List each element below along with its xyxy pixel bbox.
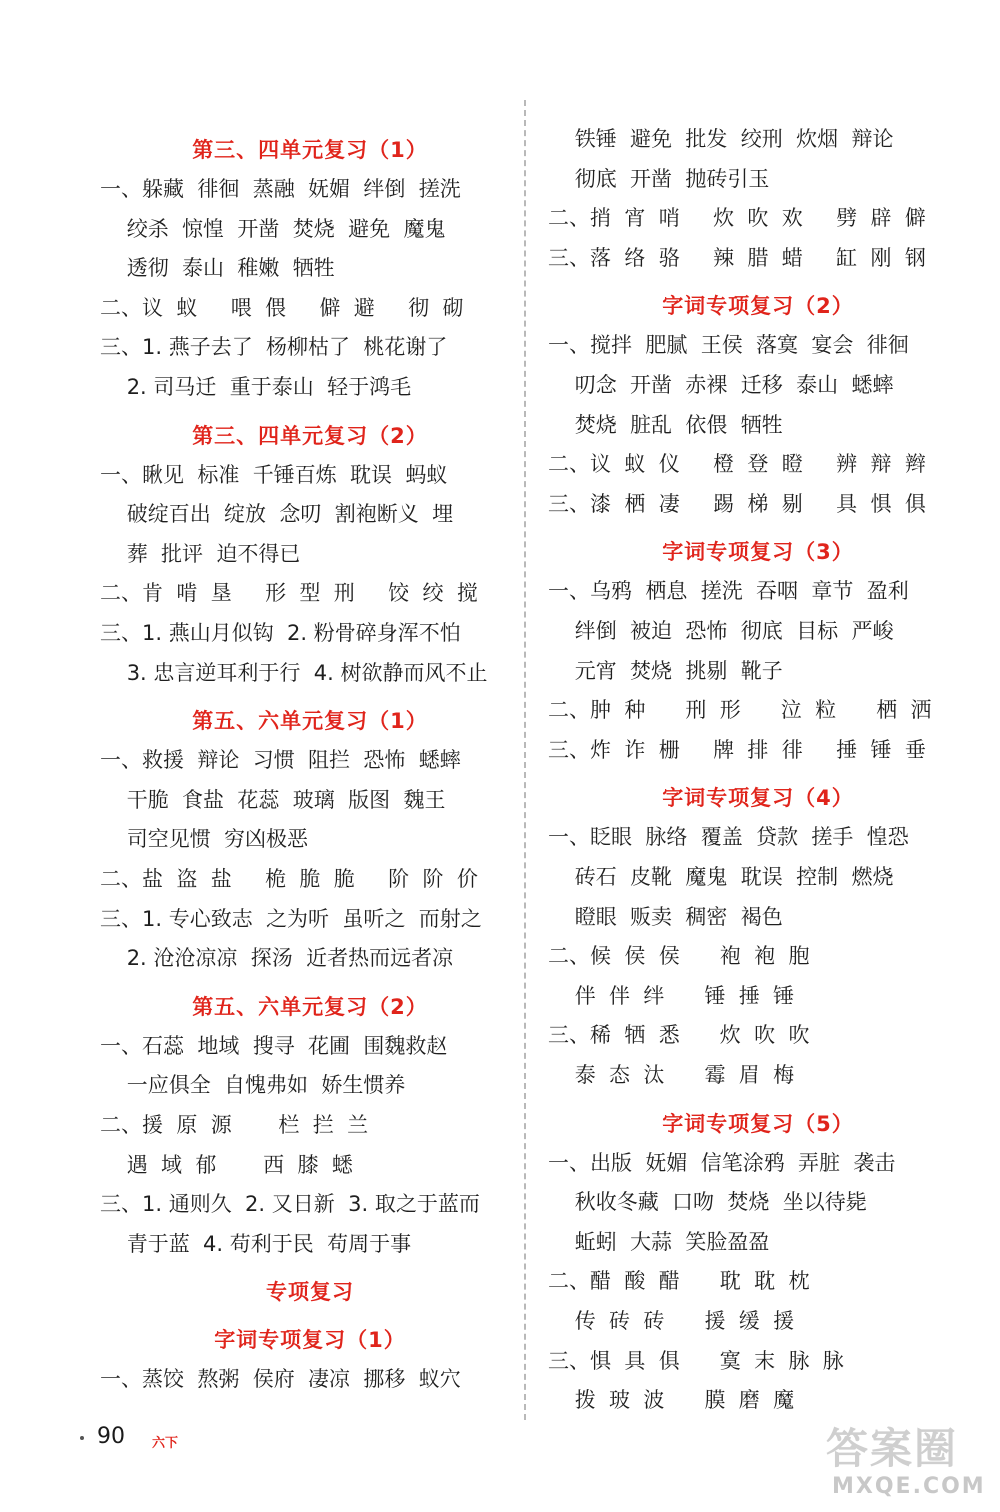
section-heading: 字词专项复习（2） — [662, 294, 854, 319]
answer-line: 二、候 侯 侯 袍 袍 胞 — [548, 944, 810, 969]
answer-line: 三、惧 具 俱 寞 末 脉 脉 — [548, 1348, 844, 1373]
watermark-logo — [818, 1416, 994, 1506]
answer-line: 一、救援 辩论 习惯 阻拦 恐怖 蟋蟀 — [100, 748, 461, 773]
answer-line: 蚯蚓 大蒜 笑脸盈盈 — [548, 1229, 770, 1254]
answer-line: 干脆 食盐 花蕊 玻璃 版图 魏王 — [100, 787, 446, 812]
answer-line: 一、眨眼 脉络 覆盖 贷款 搓手 惶恐 — [548, 825, 909, 850]
answer-line: 一、蒸饺 熬粥 侯府 凄凉 挪移 蚁穴 — [100, 1367, 461, 1392]
section-heading: 第三、四单元复习（1） — [192, 138, 428, 162]
grade-label: 六下 — [152, 1436, 179, 1451]
answer-line: 元宵 焚烧 挑剔 靴子 — [548, 658, 783, 683]
section-heading: 第五、六单元复习（1） — [192, 709, 428, 734]
answer-line: 一、躲藏 徘徊 蒸融 妩媚 绊倒 搓洗 — [100, 177, 461, 201]
answer-line: 三、落 络 骆 辣 腊 蜡 缸 刚 钢 — [548, 245, 926, 270]
answer-line: 二、捎 宵 哨 炊 吹 欢 劈 辟 僻 — [548, 206, 926, 231]
answer-line: 一、瞅见 标准 千锤百炼 耽误 蚂蚁 — [100, 462, 448, 487]
answer-line: 焚烧 脏乱 依偎 牺牲 — [548, 412, 783, 437]
answer-line: 二、议 蚁 仪 橙 登 瞪 辨 辩 辫 — [548, 452, 926, 477]
answer-line: 三、1. 专心致志 之为听 虽听之 而射之 — [100, 906, 482, 931]
answer-line: 二、肿 种 刑 形 泣 粒 栖 洒 — [548, 698, 932, 723]
answer-line: 彻底 开凿 抛砖引玉 — [548, 166, 770, 191]
answer-line: 绊倒 被迫 恐怖 彻底 目标 严峻 — [548, 619, 894, 643]
answer-line: 青于蓝 4. 苟利于民 苟周于事 — [100, 1231, 412, 1256]
answer-line: 二、醋 酸 醋 耽 耽 枕 — [548, 1269, 810, 1294]
answer-line: 一、乌鸦 栖息 搓洗 吞咽 章节 盈利 — [548, 579, 909, 604]
answer-line: 一应俱全 自愧弗如 娇生惯养 — [100, 1073, 406, 1098]
answer-line: 三、1. 通则久 2. 又日新 3. 取之于蓝而 — [100, 1192, 480, 1217]
section-heading: 字词专项复习（5） — [662, 1111, 854, 1136]
answer-line: 二、议 蚁 喂 偎 僻 避 彻 砌 — [100, 295, 464, 320]
section-heading: 字词专项复习（1） — [214, 1328, 406, 1353]
answer-line: 透彻 泰山 稚嫩 牺牲 — [100, 256, 335, 281]
answer-line: 三、稀 牺 悉 炊 吹 吹 — [548, 1023, 810, 1048]
answer-line: 三、1. 燕子去了 杨柳枯了 桃花谢了 — [100, 335, 448, 360]
section-heading: 字词专项复习（3） — [662, 540, 854, 565]
answer-line: 瞪眼 贩卖 稠密 褐色 — [548, 904, 783, 929]
answer-line: 一、出版 妩媚 信笔涂鸦 弄脏 袭击 — [548, 1150, 896, 1175]
answer-line: 砖石 皮靴 魔鬼 耽误 控制 燃烧 — [548, 865, 894, 889]
answer-line: 泰 态 汰 霉 眉 梅 — [548, 1063, 795, 1087]
answer-line: 一、搅拌 肥腻 王侯 落寞 宴会 徘徊 — [548, 333, 909, 358]
page-number: 90 — [97, 1424, 125, 1449]
answer-line: 三、1. 燕山月似钩 2. 粉骨碎身浑不怕 — [100, 621, 461, 645]
answer-line: 2. 沧沧凉凉 探汤 近者热而远者凉 — [100, 946, 454, 971]
footer-dot — [80, 1436, 84, 1440]
section-heading: 第三、四单元复习（2） — [192, 423, 428, 448]
answer-line: 传 砖 砖 援 缓 援 — [548, 1309, 795, 1333]
section-heading: 字词专项复习（4） — [662, 786, 854, 811]
answer-line: 伴 伴 绊 锤 捶 锤 — [548, 983, 795, 1008]
answer-line: 铁锤 避免 批发 绞刑 炊烟 辩论 — [548, 127, 894, 151]
answer-line: 叨念 开凿 赤裸 迁移 泰山 蟋蟀 — [548, 373, 894, 397]
answer-line: 绞杀 惊惶 开凿 焚烧 避免 魔鬼 — [100, 216, 446, 241]
answer-line: 葬 批评 迫不得已 — [100, 541, 301, 566]
watermark-url: MXQE.COM — [832, 1474, 986, 1499]
answer-line: 破绽百出 绽放 念叨 割袍断义 埋 — [100, 502, 454, 527]
answer-line: 2. 司马迁 重于泰山 轻于鸿毛 — [100, 375, 412, 399]
answer-line: 遇 域 郁 西 膝 蟋 — [100, 1152, 353, 1177]
answer-line: 司空见惯 穷凶极恶 — [100, 827, 309, 852]
answer-line: 秋收冬藏 口吻 焚烧 坐以待毙 — [548, 1190, 867, 1215]
answer-line: 拨 玻 波 膜 磨 魔 — [548, 1388, 795, 1413]
answer-line: 二、援 原 源 栏 拦 兰 — [100, 1113, 369, 1137]
section-heading: 第五、六单元复习（2） — [192, 994, 428, 1019]
column-divider — [524, 100, 526, 1420]
answer-line: 二、肯 啃 垦 形 型 刑 饺 绞 搅 — [100, 581, 478, 606]
answer-line: 一、石蕊 地域 搜寻 花圃 围魏救赵 — [100, 1033, 448, 1058]
answer-line: 二、盐 盗 盐 桅 脆 脆 阶 阶 价 — [100, 867, 478, 891]
section-heading: 专项复习 — [266, 1280, 354, 1305]
answer-line: 3. 忠言逆耳利于行 4. 树欲静而风不止 — [100, 660, 488, 685]
watermark-main: 答案圈 — [826, 1424, 959, 1473]
answer-line: 三、炸 诈 栅 牌 排 徘 捶 锤 垂 — [548, 737, 926, 762]
answer-line: 三、漆 栖 凄 踢 梯 剔 具 惧 俱 — [548, 491, 926, 516]
